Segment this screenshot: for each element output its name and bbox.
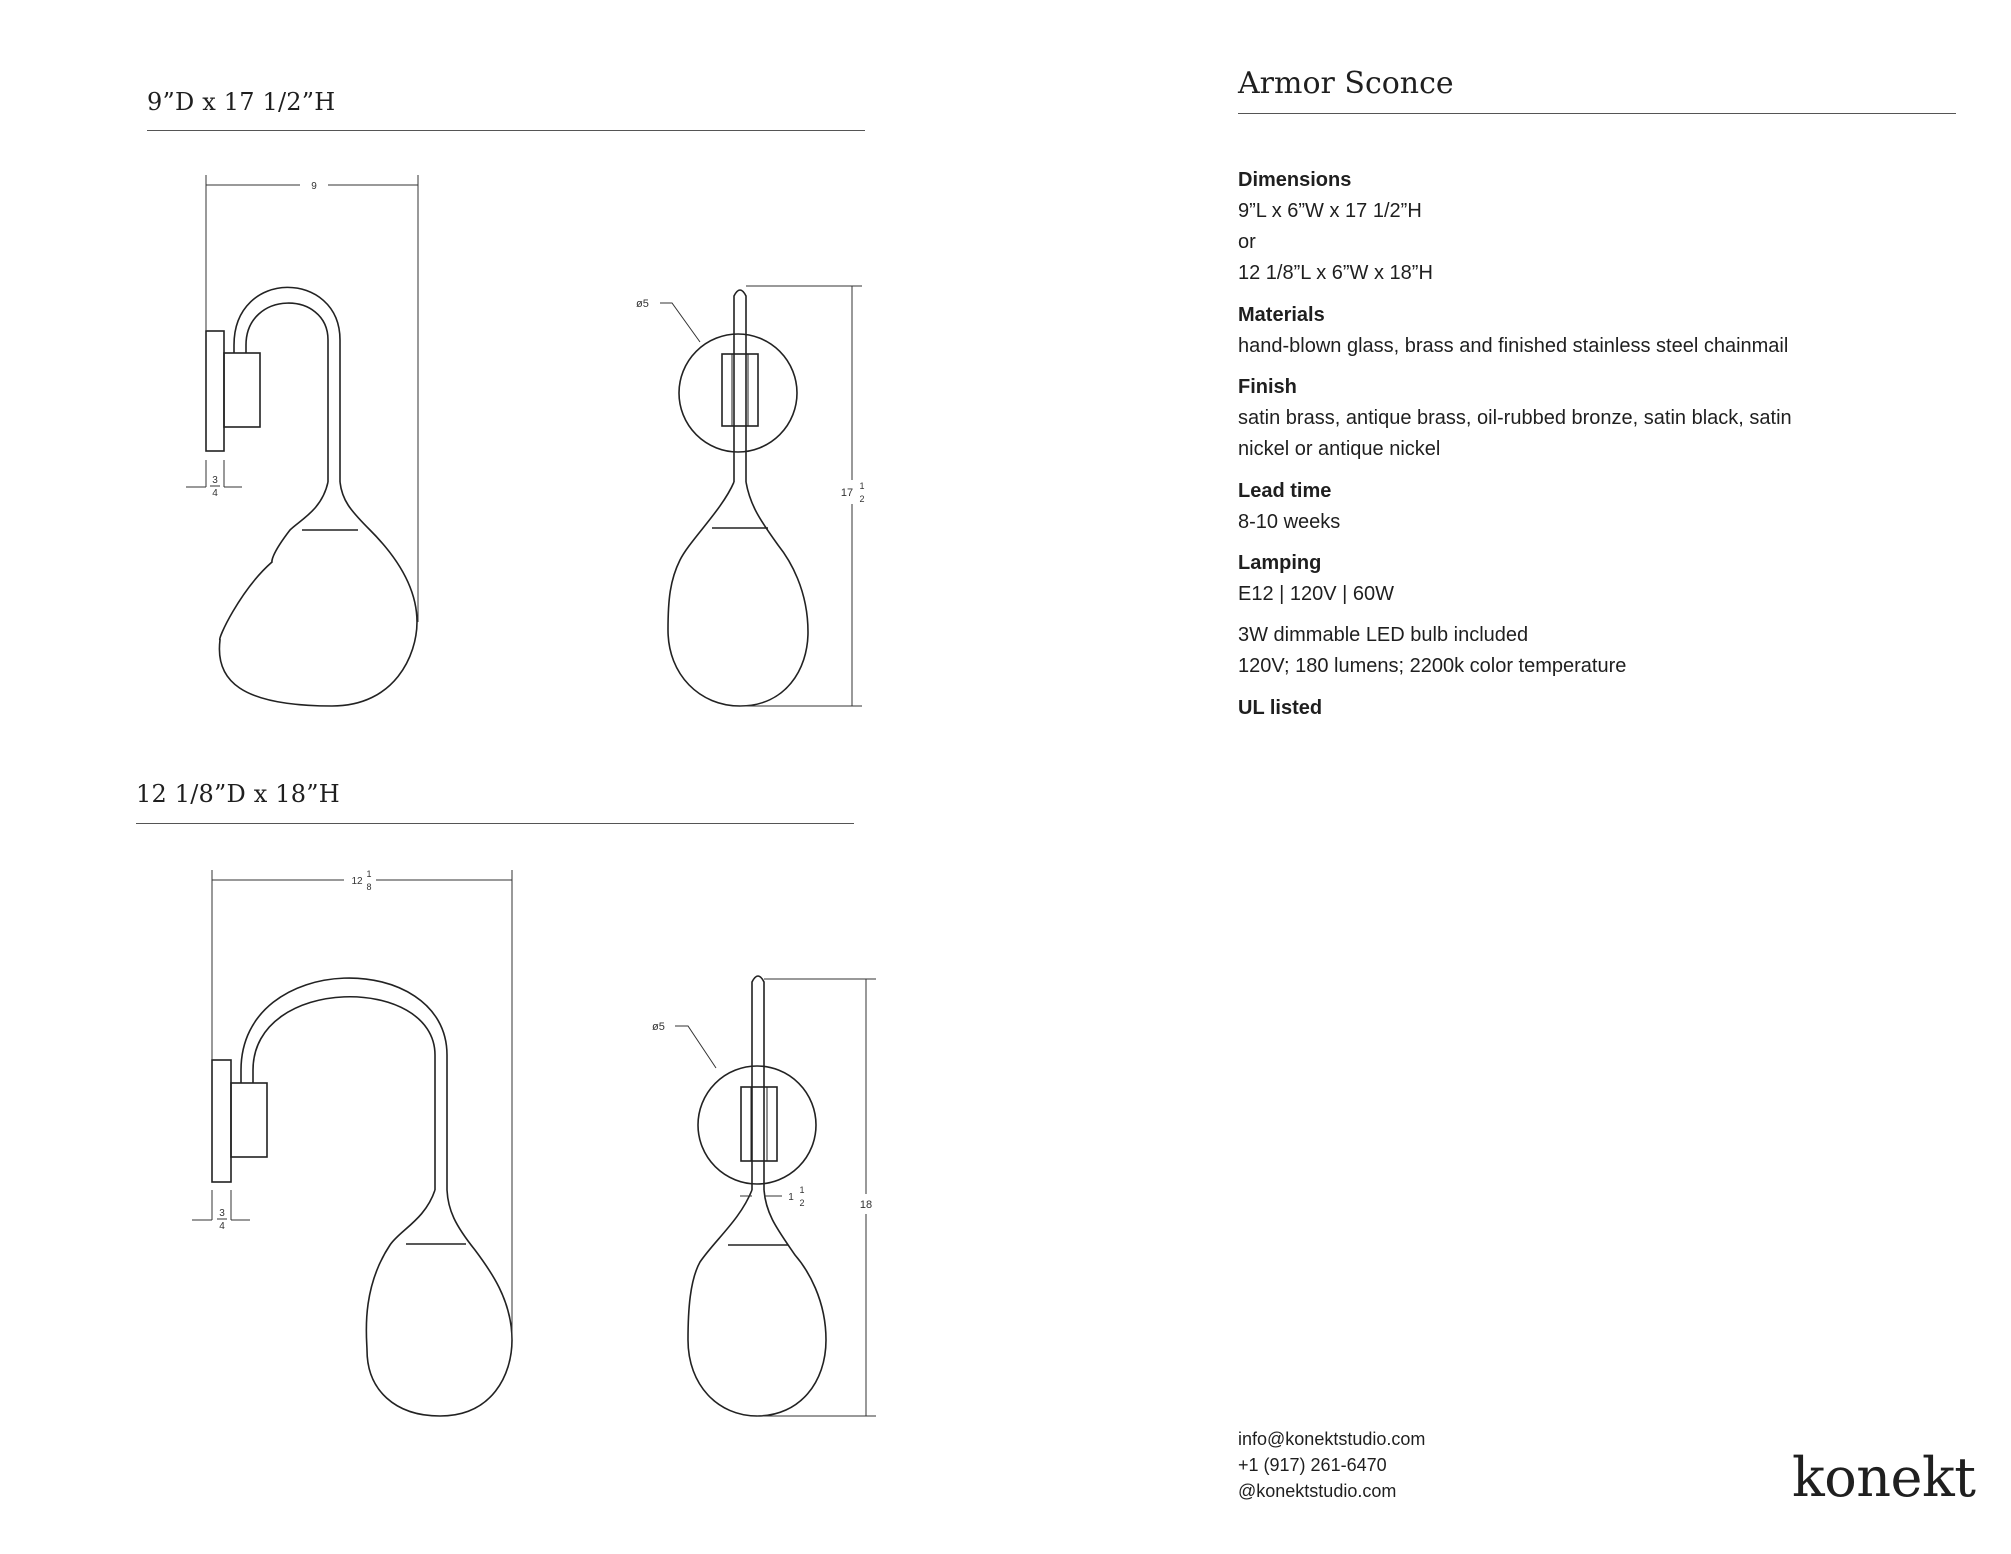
wall-plate-side-2	[212, 1060, 231, 1182]
arm-side-2	[241, 978, 447, 1190]
dim-depth-1-den: 4	[212, 488, 218, 499]
spec-label: Lead time	[1238, 480, 1332, 502]
spec-materials	[1238, 300, 1878, 362]
dim-height-2: 18	[859, 1199, 873, 1211]
spec-value: 3W dimmable LED bulb included	[1238, 624, 1529, 646]
drawing-1-title: 9”D x 17 1/2”H	[147, 88, 336, 116]
plate-front-2	[741, 1087, 777, 1161]
dim-height-1-num: 1	[859, 481, 865, 491]
dim-depth-2-den: 4	[219, 1221, 225, 1232]
title-rule	[1238, 113, 1956, 114]
spec-label: Dimensions	[1238, 169, 1352, 191]
arm-front-2	[752, 976, 764, 1190]
spec-value: 8-10 weeks	[1238, 511, 1341, 533]
brand-logo: konekt	[1792, 1446, 1976, 1509]
canopy-side-2	[231, 1083, 267, 1157]
contact-email[interactable]: info@konektstudio.com	[1238, 1429, 1426, 1449]
spec-value: 120V; 180 lumens; 2200k color temperature	[1238, 655, 1627, 677]
spec-label: Lamping	[1238, 552, 1322, 574]
spec-value: nickel or antique nickel	[1238, 438, 1441, 460]
spec-finish	[1238, 372, 1878, 465]
dim-depth-2-num: 3	[219, 1208, 225, 1219]
spec-label: Finish	[1238, 376, 1297, 398]
spec-value: 9”L x 6”W x 17 1/2”H	[1238, 200, 1422, 222]
dim-width-2-den: 8	[366, 882, 372, 892]
spec-lead-time	[1238, 476, 1878, 538]
spec-value: or	[1238, 231, 1256, 253]
contact-handle[interactable]: @konektstudio.com	[1238, 1481, 1397, 1501]
contact-block	[1238, 1426, 1425, 1504]
dim-stem-2-whole: 1	[788, 1192, 794, 1203]
spec-value: hand-blown glass, brass and finished stainless steel chainmail	[1238, 335, 1789, 357]
dim-depth-1-num: 3	[212, 475, 218, 486]
spec-ul-listed	[1238, 693, 1878, 724]
dim-width-2-whole: 12	[351, 876, 363, 887]
spec-dimensions	[1238, 165, 1878, 289]
dim-height-1-den: 2	[859, 494, 865, 504]
globe-front-2	[688, 1190, 826, 1416]
spec-label: UL listed	[1238, 697, 1323, 719]
dim-height-1-whole: 17	[840, 487, 854, 499]
spec-lamping	[1238, 548, 1878, 610]
dim-stem-2-num: 1	[799, 1185, 805, 1195]
spec-value: 12 1/8”L x 6”W x 18”H	[1238, 262, 1433, 284]
spec-label: Materials	[1238, 304, 1325, 326]
spec-value: satin brass, antique brass, oil-rubbed bronze, satin black, satin	[1238, 407, 1792, 429]
dim-width-2-num: 1	[366, 869, 372, 879]
dim-stem-2-den: 2	[799, 1198, 805, 1208]
contact-phone[interactable]: +1 (917) 261-6470	[1238, 1455, 1387, 1475]
dim-diameter-1: ø5	[636, 298, 649, 310]
globe-side-2	[366, 1190, 512, 1416]
spec-value: E12 | 120V | 60W	[1238, 583, 1395, 605]
drawing-2-title: 12 1/8”D x 18”H	[136, 780, 340, 808]
dim-diameter-2: ø5	[652, 1021, 665, 1033]
spec-led	[1238, 620, 1878, 682]
dim-width-1: 9	[311, 181, 317, 192]
canopy-front-2	[698, 1066, 816, 1184]
product-title: Armor Sconce	[1238, 66, 1454, 101]
